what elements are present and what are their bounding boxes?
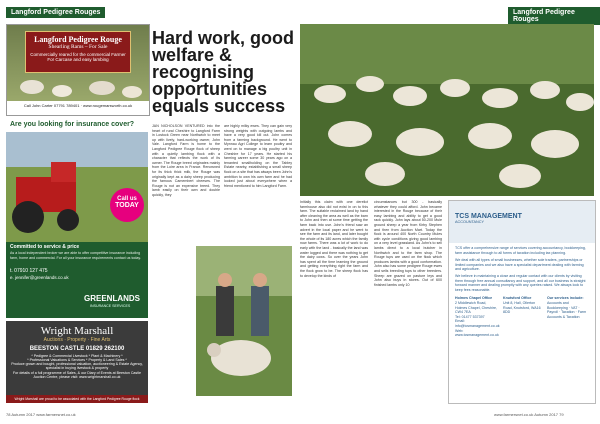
call-us-badge <box>110 188 144 222</box>
tractor-photo <box>6 132 148 242</box>
ad-line1: Commercially reared for the commercial Farmer <box>30 52 126 57</box>
wm-bar: Wright Marshall are proud to be associated with the Langford Pedigree Rouge flock <box>6 395 148 403</box>
office2-address: Unit 8, Hall, Ollerton Road, Knutsford, WA16 8DD <box>503 300 541 315</box>
services-list: Accounts and Bookkeeping · VAT · Payroll · Taxation · Farm Accounts & Taxation <box>547 300 587 319</box>
tcs-text-1: TCS offer a comprehensive range of services covering accountancy, bookkeeping, farm assistance through to all forms of taxation including tax planning. <box>455 246 586 255</box>
greenlands-logo: GREENLANDS <box>84 294 141 303</box>
farmers-illustration <box>196 246 292 396</box>
tcs-web: Web: www.tcsmanagement.co.uk <box>455 328 499 338</box>
ad-title-box <box>25 31 131 73</box>
badge-line1: Call us <box>117 196 137 202</box>
ad-title: Langford Pedigree Rouge <box>34 35 122 44</box>
article-headline: Hard work, good welfare & recognising opportunities equals success <box>152 28 295 116</box>
office2-title: Knutsford Office <box>503 296 532 301</box>
insurance-ad <box>6 118 148 318</box>
sheep-flock-illustration <box>300 24 594 196</box>
ad-subtitle: Shearling Rams – For Sale <box>48 44 108 50</box>
tcs-logo: TCS MANAGEMENT <box>455 213 522 220</box>
footer-left: 78 Autumn 2017 www.farmersnet.co.uk <box>6 412 76 417</box>
tcs-text-3: We believe in maintaining a close and regular contact with our clients by visiting them through free annual consultancy and support, and all our business is straight forward manner and dealing promptly with any queries raised. We always look to keep fees reasonable. <box>455 273 586 292</box>
wm-tagline: Auctions · Property · Fine Arts <box>43 337 111 343</box>
section-tag-left: Langford Pedigree Rouges <box>6 7 105 18</box>
tcs-email: Email: info@tcsmanagement.co.uk <box>455 319 500 328</box>
ad-contact: Call John Carter 07791 789401 · www.rougemarsworth.co.uk <box>23 103 133 108</box>
insurance-question: Are you looking for insurance cover? <box>10 121 135 128</box>
wm-line4: For details of a full programme of Sales, & our Diary of Events at Beeston Castle Auction Centre, please visit: www.wrightmarshall.co.uk <box>12 371 142 379</box>
wm-line3: Produce grown and bought, professional valuation, auctioneering & Estate Agency, specialist in buying livestock & property <box>11 362 143 370</box>
section-tag-right: Langford Pedigree Rouges <box>508 7 600 25</box>
wm-line1: * Pedigree & Commercial Livestock * Plant & Machinery * <box>31 354 123 358</box>
sheep-flock-photo <box>300 24 594 196</box>
badge-line2: TODAY <box>115 202 139 209</box>
committed-text: As a local independent broker we are able to offer competitive insurance including farm, home and commercial. For all your insurance requirements contact us today. <box>10 251 141 260</box>
services-title: Our services include: <box>547 296 584 301</box>
office1-title: Holmes Chapel Office <box>455 296 493 301</box>
footer-right: www.farmersnet.co.uk Autumn 2017 79 <box>494 412 564 417</box>
farmers-photo <box>196 246 292 396</box>
article-col-1: JAN NICHOLSON VENTURED into the heart of rural Cheshire to Langford Farm in Lostock Green near Northwich to meet up with lively, hard-working owner, John Vale. Langford Farm is home to the Langford Pedigree Rouge flock of sheep with a quietly lambing flock with a character that reflects the work of its owner. The Rouge breed originates mainly from the Loire area in France. Renowned for its thick thick milk, the Rouge was originally kept as a dairy sheep producing the famous Camembert cheeses. The Rouge is not an expensive breed. They lamb easily on their own and double quickly, they <box>152 124 220 197</box>
tcs-logo-sub: ACCOUNTANCY <box>455 220 485 224</box>
committed-heading: Committed to service & price <box>10 244 80 250</box>
ad-line2: For Carcase and easy lambing <box>47 57 109 62</box>
wm-line2: * Professional Valuations & Services * Property & Land Sales * <box>27 358 127 362</box>
article-col-3: Initially this claim with one derelict farmhouse also did not exist in on to this farm. The suitable reclaimed land by hand after cleaning the area as well as the barn to John and then at some time getting the farm back into use. John's friend saw an advert in the local paper and he went to see the farm and its land, and later bought the whole of its 180 acres which the family now farms. There was a lot of work to do early with the land - basically the land was water logged and there was nothing to get the dairy cows. So over the years John has spent all the time learning the ground and getting everything right the farm and the flock grow to be. The sheep flock has to develop the kinds of <box>300 200 368 278</box>
insurance-email: e. jennifer@greenlands.co.uk <box>10 275 69 280</box>
tcs-management-ad <box>448 200 596 404</box>
langford-rouge-ad <box>6 24 150 116</box>
article-col-4: circumstances but 300 - basically whatever they could afford. John became interested in the Rouge because of their easy lambing and ability to get a good rack quickly. John lays about 50-200 Mule ground sheep a year from Kirby Stephen and then from Auction Mart. Today the flock is around 400 North Country Mules with cycle conditions giving good lambing on a very level grassland. As John's to sell lambs direct to a local butcher in Northwich and to the farm shop. The Rouge tups are used on the flock which produces lambs with a good conformation. John also has some pedigree Rouge ewes and sells breeding tups to other breeders. Sheep are grazed on pasture leys and John also buys in stores. Out of 600 finished lambs only 10 <box>374 200 442 287</box>
insurance-phone: t. 07910 127 475 <box>10 268 48 274</box>
wm-castle: BEESTON CASTLE 01829 262100 <box>29 346 125 352</box>
wm-title: Wright Marshall <box>40 325 114 337</box>
office1-address: 2 Middlewich Road, Holmes Chapel, Cheshire, CW4 7EA <box>455 300 497 315</box>
tcs-text-2: We deal with all types of small businesses, whether sole traders, partnerships or limited companies and we also have a specialist department dealing with farming and agriculture. <box>455 258 584 272</box>
tcs-phone: Tel: 01477 537397 <box>455 314 485 319</box>
article-col-2: are highly milky ewes. They can gain very strong weights with outgoing lambs and have a very good kill out. John comes from a farming background. He went to Mynnau Agri College to learn poultry and went on to manage a big poultry unit in Cheshire for 17 years. He started his farming career some 30 years ago on a tenanted smallholding on the Tabley Estate nearby, establishing a small sheep flock on a site that has always been John's ambition to own his own farm and he had looked just about everywhere when a friend mentioned to him Langford Farm. <box>224 124 292 188</box>
greenlands-sub: INSURANCE SERVICES <box>90 304 131 308</box>
wright-marshall-ad <box>6 321 148 403</box>
